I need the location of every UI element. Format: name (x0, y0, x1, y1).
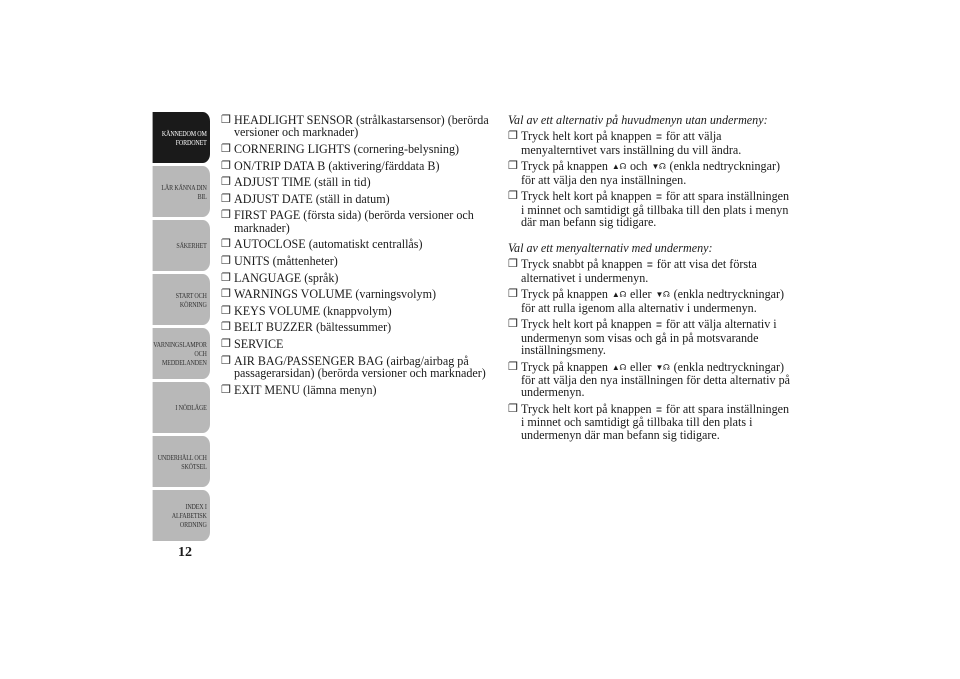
page-number: 12 (178, 545, 192, 560)
checkbox-icon: ❐ (508, 318, 518, 331)
checkbox-icon: ❐ (221, 254, 231, 267)
list-item-text: ON/TRIP DATA B (aktivering/färddata B) (234, 158, 440, 173)
instruction-conj: eller (629, 287, 652, 302)
checkbox-icon: ❐ (221, 288, 231, 301)
instruction-text (520, 361, 790, 399)
instruction-post: (enkla nedtryckningar) för att välja den nya inställningen för detta alternativ på undermenyn. (521, 359, 790, 400)
list-item (221, 321, 496, 333)
list-item-text: EXIT MENU (lämna menyn) (234, 382, 377, 397)
instruction-pre: Tryck helt kort på knappen (521, 189, 652, 204)
section-heading-without-submenu: Val av ett alternativ på huvudmenyn utan undermeny: (508, 113, 768, 127)
instruction-text (520, 403, 790, 441)
instruction-pre: Tryck på knappen (521, 287, 608, 302)
checkbox-icon: ❐ (508, 160, 518, 173)
list-item-text: ADJUST DATE (ställ in datum) (234, 191, 390, 206)
list-item (221, 338, 496, 350)
down-button-icon: ▼☊ (655, 362, 670, 372)
instruction-post: för att välja alternativ i undermenyn som visas och gå in på motsvarande inställningsmeny. (521, 317, 777, 358)
list-item (221, 355, 496, 380)
instruction-post: för att välja menyalterntivet vars inställning du vill ändra. (521, 129, 742, 157)
tab-kannedom-om-fordonet[interactable] (153, 112, 210, 163)
instruction-text (520, 130, 790, 156)
list-item-text: ADJUST TIME (ställ in tid) (234, 175, 371, 190)
menu-button-icon: ≣ (655, 405, 662, 415)
instruction-post: för att spara inställningen i minnet och samtidigt gå tillbaka till den plats i menyn där man befann sig tidigare. (521, 189, 790, 230)
instruction-item (508, 160, 790, 186)
instruction-item (508, 288, 790, 314)
tab-label: KÄNNEDOM OM FORDONET (161, 128, 207, 147)
menu-button-icon: ≣ (655, 132, 662, 142)
list-item-text: LANGUAGE (språk) (234, 270, 339, 285)
menu-button-icon: ≣ (646, 260, 653, 270)
instruction-text (520, 160, 790, 186)
instruction-pre: Tryck helt kort på knappen (521, 317, 652, 332)
checkbox-icon: ❐ (508, 403, 518, 416)
instruction-post: (enkla nedtryckningar) för att välja den nya inställningen. (521, 159, 781, 187)
checkbox-icon: ❐ (221, 176, 231, 189)
tab-label: LÄR KÄNNA DIN BIL (161, 182, 207, 201)
tab-label: SÄKERHET (176, 241, 207, 250)
tab-sakerhet[interactable] (153, 220, 210, 271)
instruction-item (508, 190, 790, 228)
checkbox-icon: ❐ (221, 143, 231, 155)
list-item-text: BELT BUZZER (bältessummer) (234, 320, 392, 335)
list-item (221, 209, 496, 234)
checkbox-icon: ❐ (508, 258, 518, 271)
list-item-text: AIR BAG/PASSENGER BAG (airbag/airbag på passagerarsidan) (berörda versioner och marknader) (234, 353, 486, 380)
list-item (221, 160, 496, 172)
list-item (221, 193, 496, 205)
down-button-icon: ▼☊ (651, 162, 666, 172)
tab-start-och-korning[interactable] (153, 274, 210, 325)
checkbox-icon: ❐ (221, 383, 231, 396)
instruction-pre: Tryck helt kort på knappen (521, 129, 652, 144)
up-button-icon: ▲☊ (611, 362, 626, 372)
instruction-text (520, 318, 790, 356)
checkbox-icon: ❐ (508, 360, 518, 373)
list-item (221, 255, 496, 267)
list-item (221, 272, 496, 284)
list-item-text: UNITS (måttenheter) (234, 253, 338, 268)
instruction-pre: Tryck helt kort på knappen (521, 402, 652, 417)
instruction-item (508, 361, 790, 399)
list-item-text: CORNERING LIGHTS (cornering-belysning) (234, 142, 460, 156)
checkbox-icon: ❐ (221, 354, 231, 367)
list-item (221, 176, 496, 188)
instruction-text (520, 190, 790, 228)
instruction-text (520, 258, 790, 284)
list-item (221, 288, 496, 300)
instruction-item (508, 318, 790, 356)
checkbox-icon: ❐ (221, 238, 231, 251)
list-item-text: AUTOCLOSE (automatiskt centrallås) (234, 237, 423, 252)
tab-varningslampor[interactable] (153, 328, 210, 379)
chapter-sidebar (140, 112, 210, 541)
list-item (221, 114, 496, 139)
instruction-text (520, 288, 790, 314)
tab-index[interactable] (153, 490, 210, 541)
checkbox-icon: ❐ (508, 288, 518, 301)
checkbox-icon: ❐ (221, 304, 231, 317)
list-item-text: WARNINGS VOLUME (varningsvolym) (234, 287, 436, 302)
instruction-item (508, 130, 790, 156)
checkbox-icon: ❐ (221, 321, 231, 334)
tab-label: START OCH KÖRNING (175, 290, 207, 309)
list-item-text: SERVICE (234, 336, 284, 351)
up-button-icon: ▲☊ (611, 162, 626, 172)
checkbox-icon: ❐ (508, 130, 518, 143)
checkbox-icon: ❐ (221, 337, 231, 350)
checkbox-icon: ❐ (508, 190, 518, 203)
up-button-icon: ▲☊ (611, 290, 626, 300)
instruction-post: för att visa det första alternativet i undermenyn. (521, 257, 757, 285)
instruction-post: för att spara inställningen i minnet och samtidigt gå tillbaka till den plats i undermenyn där man befann sig tidigare. (521, 402, 790, 442)
instruction-post: (enkla nedtryckningar) för att rulla igenom alla alternativ i undermenyn. (521, 287, 785, 315)
instructions-column (508, 114, 790, 445)
checkbox-icon: ❐ (221, 114, 231, 126)
instruction-item (508, 403, 790, 441)
list-item-text: KEYS VOLUME (knappvolym) (234, 303, 392, 318)
checkbox-icon: ❐ (221, 209, 231, 222)
down-button-icon: ▼☊ (655, 290, 670, 300)
instruction-item (508, 258, 790, 284)
instruction-pre: Tryck på knappen (521, 359, 608, 374)
section-heading-with-submenu: Val av ett menyalternativ med undermeny: (508, 240, 713, 255)
list-item (221, 305, 496, 317)
checkbox-icon: ❐ (221, 271, 231, 284)
instruction-conj: och (629, 159, 648, 174)
tab-label: VARNINGSLAMPOR OCH MEDDELANDEN (153, 340, 207, 367)
list-item (221, 143, 496, 155)
tab-label: INDEX I ALFABETISK ORDNING (171, 502, 207, 529)
menu-button-icon: ≣ (655, 320, 662, 330)
instruction-pre: Tryck på knappen (521, 159, 608, 174)
tab-underhall-och-skotsel[interactable] (153, 436, 210, 487)
tab-label: I NÖDLÄGE (175, 403, 207, 412)
checkbox-icon: ❐ (221, 192, 231, 205)
instruction-conj: eller (629, 359, 652, 374)
list-item (221, 384, 496, 396)
tab-i-nodlage[interactable] (153, 382, 210, 433)
tab-lar-kanna-din-bil[interactable] (153, 166, 210, 217)
instruction-pre: Tryck snabbt på knappen (521, 257, 643, 272)
menu-button-icon: ≣ (655, 192, 662, 202)
list-item-text: HEADLIGHT SENSOR (strålkastarsensor) (berörda versioner och marknader) (234, 113, 489, 140)
tab-label: UNDERHÅLL OCH SKÖTSEL (157, 452, 207, 471)
list-item (221, 238, 496, 250)
list-item-text: FIRST PAGE (första sida) (berörda versioner och marknader) (234, 208, 474, 235)
checkbox-icon: ❐ (221, 159, 231, 172)
menu-options-list (221, 114, 496, 400)
